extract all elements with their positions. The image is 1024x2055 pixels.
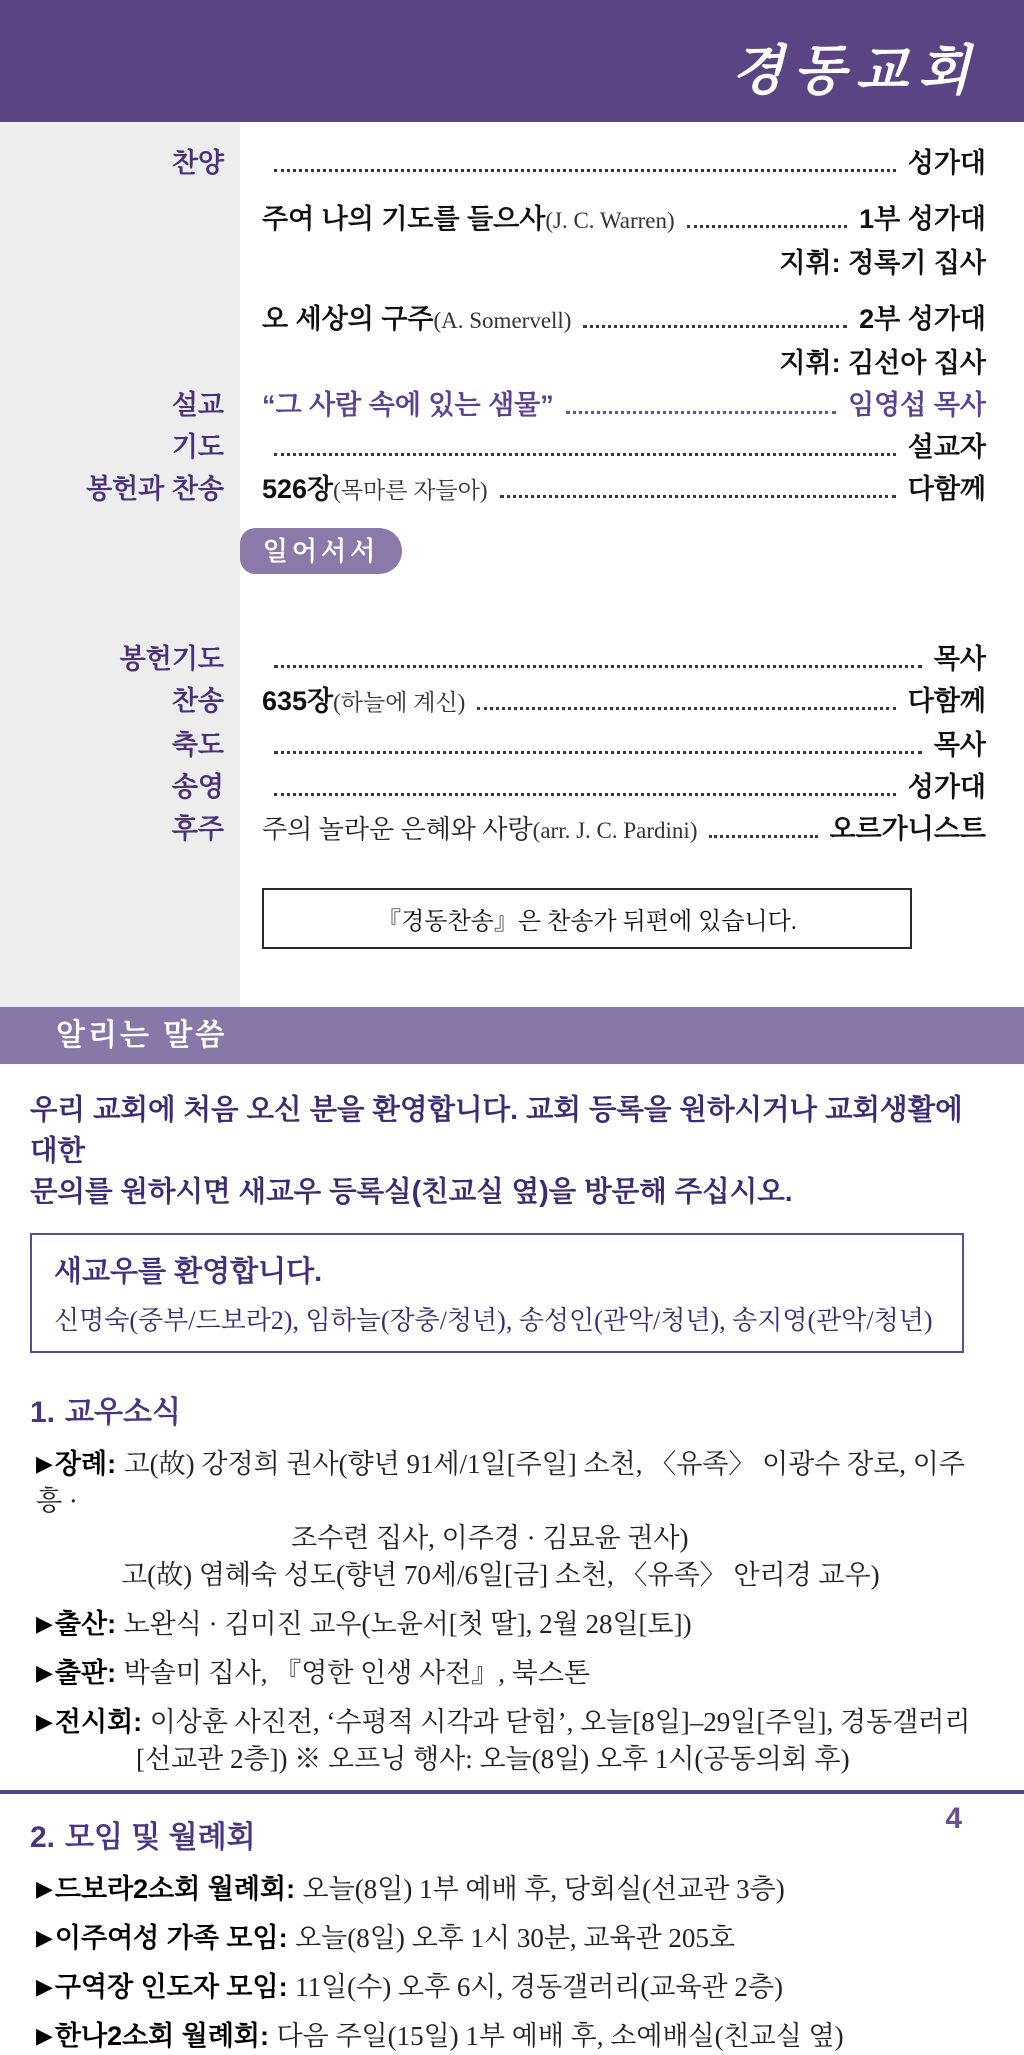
dotted-leader — [274, 161, 896, 172]
row-performer: 1부 성가대 — [859, 204, 986, 234]
new-members-names: 신명숙(중부/드보라2), 임하늘(장충/청년), 송성인(관악/청년), 송지영(관악/청년) — [54, 1306, 933, 1335]
row-label: 설교 — [171, 390, 224, 420]
section1-number: 1. — [30, 1396, 56, 1429]
worship-row-postlude — [0, 808, 986, 852]
row-label: 찬양 — [171, 148, 224, 178]
preacher-name: 임영섭 목사 — [848, 390, 986, 420]
worship-row-praise — [0, 142, 986, 184]
row-body — [240, 242, 986, 284]
section2-title: 모임 및 월례회 — [65, 1821, 256, 1854]
row-label: 찬송 — [171, 686, 224, 716]
dotted-leader — [566, 403, 836, 414]
conductor-credit: 지휘: 정록기 집사 — [779, 248, 986, 278]
row-performer: 오르가니스트 — [829, 814, 986, 844]
worship-row-anthem1 — [0, 198, 986, 242]
item-text-second-entry: 고(故) 염혜숙 성도(향년 70세/6일[금] 소천, 〈유족〉 안리경 교우) — [121, 1560, 880, 1590]
new-members-box — [30, 1233, 964, 1353]
item-label: 한나2소회 월례회: — [54, 2021, 270, 2051]
row-body — [240, 384, 986, 426]
row-body — [240, 342, 986, 384]
row-body — [240, 298, 986, 342]
item-text: 박솔미 집사, 『영한 인생 사전』, 북스톤 — [123, 1658, 590, 1688]
welcome-line2: 문의를 원하시면 새교우 등록실(친교실 옆)을 방문해 주십시오. — [30, 1176, 793, 1208]
meeting-item-migrant-women — [36, 1919, 990, 1957]
worship-row-prayer — [0, 426, 986, 468]
row-label: 봉헌기도 — [119, 644, 224, 674]
row-label: 송영 — [171, 772, 224, 802]
row-performer: 목사 — [933, 644, 986, 674]
worship-row-benediction — [0, 724, 986, 766]
row-performer: 성가대 — [907, 772, 986, 802]
item-text: 11일(수) 오후 6시, 경동갤러리(교육관 2층) — [295, 1972, 783, 2002]
page-footer — [0, 1790, 1024, 1850]
row-body — [240, 198, 986, 242]
dotted-leader — [583, 317, 847, 328]
row-performer: 목사 — [933, 730, 986, 760]
row-body — [240, 766, 986, 808]
item-label: 장례: — [54, 1449, 117, 1479]
dotted-leader — [274, 743, 922, 754]
song-title: 오 세상의 구주 — [262, 304, 434, 334]
standing-badge: 일어서서 — [240, 528, 402, 574]
item-label: 출판: — [54, 1658, 117, 1688]
hymn-title-note: (목마른 자들아) — [333, 478, 488, 503]
worship-row-anthem2 — [0, 298, 986, 342]
row-label: 후주 — [171, 814, 224, 844]
welcome-line1: 우리 교회에 처음 오신 분을 환영합니다. 교회 등록을 원하시거나 교회생활에 대한 — [30, 1094, 963, 1167]
worship-row-conductor1 — [0, 242, 986, 284]
standing-badge-row — [240, 528, 986, 574]
item-label: 이주여성 가족 모임: — [54, 1923, 288, 1953]
composer-note: (arr. J. C. Pardini) — [532, 818, 698, 843]
announcements-bar: 알리는 말씀 — [0, 1007, 1024, 1064]
row-body — [240, 638, 986, 680]
row-performer: 성가대 — [907, 148, 986, 178]
song-title: 주여 나의 기도를 들으사 — [262, 204, 546, 234]
header-banner — [0, 0, 1024, 122]
triangle-bullet-icon: ▶ — [36, 1660, 53, 1685]
item-label: 전시회: — [54, 1707, 143, 1737]
sermon-title: “그 사람 속에 있는 샘물” — [262, 390, 554, 420]
row-body — [240, 724, 986, 766]
triangle-bullet-icon: ▶ — [36, 1451, 53, 1476]
dotted-leader — [274, 657, 922, 668]
section1-title: 교우소식 — [65, 1396, 181, 1429]
triangle-bullet-icon: ▶ — [36, 2023, 53, 2048]
dotted-leader — [274, 445, 896, 456]
row-performer: 설교자 — [907, 432, 986, 462]
worship-row-doxology — [0, 766, 986, 808]
hymn-number: 635장 — [262, 686, 334, 716]
item-label: 구역장 인도자 모임: — [54, 1972, 288, 2002]
row-label: 봉헌과 찬송 — [86, 474, 224, 504]
worship-row-offering-hymn — [0, 468, 986, 512]
meeting-item-district-leaders — [36, 1968, 990, 2006]
row-label: 기도 — [171, 432, 224, 462]
worship-row-offering-prayer — [0, 638, 986, 680]
worship-row-hymn — [0, 680, 986, 724]
row-performer: 다함께 — [907, 686, 986, 716]
item-text: 노완식 · 김미진 교우(노윤서[첫 딸], 2월 28일[토]) — [123, 1609, 692, 1639]
row-label: 축도 — [171, 730, 224, 760]
triangle-bullet-icon: ▶ — [36, 1876, 53, 1901]
song-title: 주의 놀라운 은혜와 사랑 — [262, 815, 533, 844]
row-body — [240, 468, 986, 512]
triangle-bullet-icon: ▶ — [36, 1925, 53, 1950]
row-performer: 다함께 — [907, 474, 986, 504]
church-logo: 경동교회 — [731, 38, 980, 102]
welcome-paragraph — [30, 1090, 990, 1213]
triangle-bullet-icon: ▶ — [36, 1709, 53, 1734]
item-label: 드보라2소회 월례회: — [54, 1874, 296, 1904]
item-text: 오늘(8일) 오후 1시 30분, 교육관 205호 — [295, 1923, 735, 1953]
dotted-leader — [477, 699, 895, 710]
dotted-leader — [687, 217, 848, 228]
page-number: 4 — [945, 1802, 962, 1835]
row-body — [240, 680, 986, 724]
dotted-leader — [500, 487, 896, 498]
item-text: 다음 주일(15일) 1부 예배 후, 소예배실(친교실 옆) — [276, 2021, 844, 2051]
hymnal-note-box: 『경동찬송』은 찬송가 뒤편에 있습니다. — [262, 888, 912, 949]
meeting-item-hannah2 — [36, 2017, 990, 2055]
dotted-leader — [709, 827, 817, 838]
row-body — [240, 808, 986, 852]
new-members-title: 새교우를 환영합니다. — [54, 1256, 323, 1288]
row-performer: 2부 성가대 — [859, 304, 986, 334]
meeting-item-deborah2 — [36, 1870, 990, 1908]
hymn-number: 526장 — [262, 474, 334, 504]
item-text: 오늘(8일) 1부 예배 후, 당회실(선교관 3층) — [302, 1874, 785, 1904]
item-label: 출산: — [54, 1609, 117, 1639]
hymn-title-note: (하늘에 계신) — [333, 690, 466, 715]
news-item-exhibition — [36, 1703, 990, 1778]
worship-order-section — [0, 122, 1024, 1007]
triangle-bullet-icon: ▶ — [36, 1974, 53, 1999]
dotted-leader — [274, 785, 896, 796]
composer-note: (A. Somervell) — [433, 308, 572, 333]
item-text-continuation: [선교관 2층]) ※ 오프닝 행사: 오늘(8일) 오후 1시(공동의회 후) — [136, 1744, 850, 1774]
composer-note: (J. C. Warren) — [545, 208, 675, 233]
item-text: 고(故) 강정희 권사(향년 91세/1일[주일] 소천, 〈유족〉 이광수 장로, 이주흥 · — [36, 1449, 965, 1516]
worship-row-sermon — [0, 384, 986, 426]
item-text: 이상훈 사진전, ‘수평적 시각과 닫힘’, 오늘[8일]–29일[주일], 경동갤러리 — [149, 1707, 971, 1737]
conductor-credit: 지휘: 김선아 집사 — [779, 348, 986, 378]
worship-row-conductor2 — [0, 342, 986, 384]
news-item-publication — [36, 1654, 990, 1692]
section2-number: 2. — [30, 1821, 56, 1854]
announcements-section — [0, 1064, 1024, 2055]
news-item-funeral — [36, 1445, 990, 1594]
item-text-continuation: 조수련 집사, 이주경 · 김묘윤 권사) — [291, 1523, 689, 1553]
section1-heading — [30, 1387, 990, 1431]
row-body — [240, 426, 986, 468]
triangle-bullet-icon: ▶ — [36, 1611, 53, 1636]
row-body — [240, 142, 986, 184]
news-item-birth — [36, 1605, 990, 1643]
